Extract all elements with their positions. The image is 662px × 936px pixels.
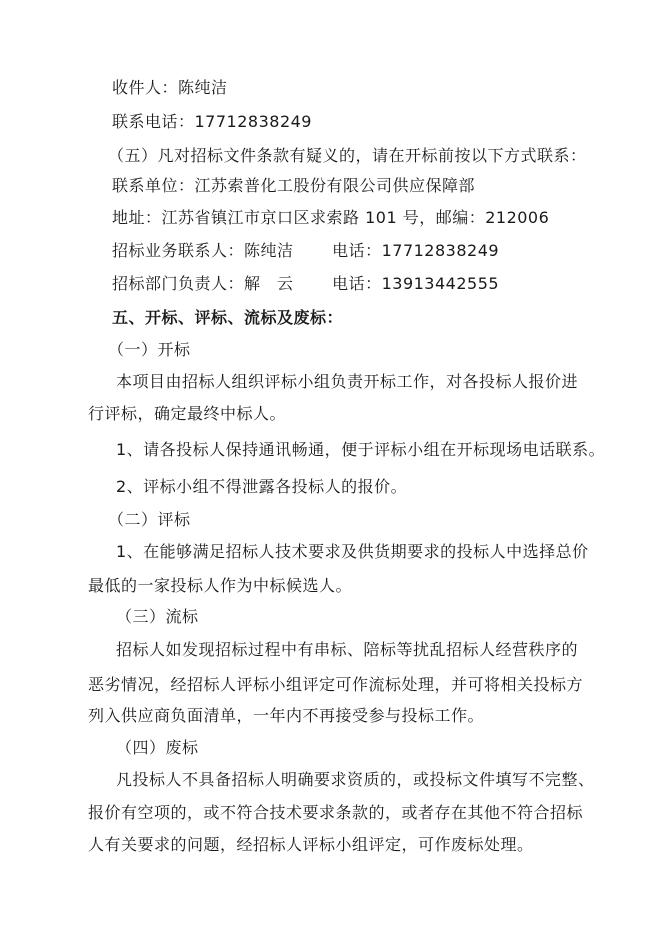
paragraph-line: 2、评标小组不得泄露各投标人的报价。 [116,477,408,496]
paragraph-line: 凡投标人不具备招标人明确要求资质的，或投标文件填写不完整、 [116,770,595,789]
subheading-opening: （一）开标 [108,340,191,359]
paragraph-line: 列入供应商负面清单，一年内不再接受参与投标工作。 [88,706,485,725]
recipient-line: 收件人：陈纯洁 [112,78,228,97]
inquiry-clause: （五）凡对招标文件条款有疑义的，请在开标前按以下方式联系： [108,146,587,165]
contact-unit-line: 联系单位：江苏索普化工股份有限公司供应保障部 [112,176,476,195]
paragraph-line: 人有关要求的问题，经招标人评标小组评定，可作废标处理。 [88,835,534,854]
paragraph-line: 1、在能够满足招标人技术要求及供货期要求的投标人中选择总价 [116,542,589,561]
subheading-invalid-bid: （四）废标 [116,738,199,757]
paragraph-line: 招标人如发现招标过程中有串标、陪标等扰乱招标人经营秩序的 [116,640,579,659]
section-heading: 五、开标、评标、流标及废标： [112,308,344,327]
business-contact-line: 招标业务联系人：陈纯洁 电话：17712838249 [112,241,500,260]
paragraph-line: 1、请各投标人保持通讯畅通，便于评标小组在开标现场电话联系。 [116,440,606,459]
subheading-failed-bid: （三）流标 [116,607,199,626]
paragraph-line: 报价有空项的，或不符合技术要求条款的，或者存在其他不符合招标 [88,803,584,822]
address-line: 地址：江苏省镇江市京口区求索路 101 号，邮编：212006 [112,208,550,227]
paragraph-line: 行评标，确定最终中标人。 [88,404,287,423]
department-head-line: 招标部门负责人：解 云 电话：13913442555 [112,274,500,293]
subheading-evaluation: （二）评标 [108,510,191,529]
paragraph-line: 最低的一家投标人作为中标候选人。 [88,576,353,595]
paragraph-line: 本项目由招标人组织评标小组负责开标工作，对各投标人报价进 [116,372,579,391]
contact-phone-line: 联系电话：17712838249 [112,112,312,131]
paragraph-line: 恶劣情况，经招标人评标小组评定可作流标处理，并可将相关投标方 [88,675,584,694]
